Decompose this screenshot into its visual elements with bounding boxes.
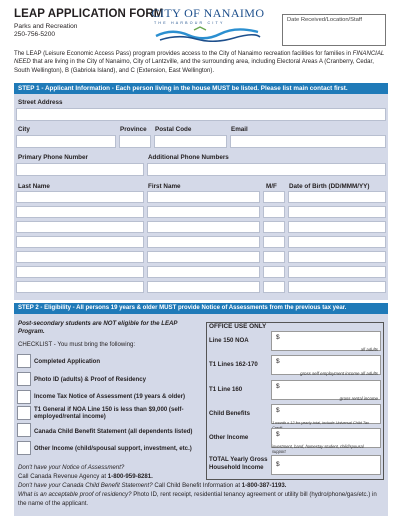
checklist-item: Photo ID (adults) & Proof of Residency bbox=[34, 376, 147, 383]
proof-residency bbox=[18, 491, 386, 508]
dob-header: Date of Birth (DD/MMM/YY) bbox=[289, 183, 370, 190]
table-row[interactable] bbox=[147, 266, 260, 278]
intro-emphasis: FINANCIAL NEED bbox=[14, 51, 385, 66]
table-row[interactable] bbox=[16, 191, 144, 203]
table-row[interactable] bbox=[288, 251, 386, 263]
form-title: LEAP APPLICATION FORM bbox=[14, 8, 164, 20]
table-row[interactable] bbox=[147, 206, 260, 218]
table-row[interactable] bbox=[16, 251, 144, 263]
table-row[interactable] bbox=[147, 191, 260, 203]
office-row-label: Other Income bbox=[209, 434, 249, 441]
province-field[interactable] bbox=[119, 135, 151, 148]
checklist-checkbox[interactable] bbox=[17, 390, 31, 404]
table-row[interactable] bbox=[288, 266, 386, 278]
checklist-item: Canada Child Benefit Statement (all dependents listed) bbox=[34, 428, 193, 435]
office-row-note: investment, band, homestay student, child/spousal support bbox=[272, 444, 364, 454]
logo-wave-icon bbox=[154, 26, 262, 42]
office-row-label: Child Benefits bbox=[209, 410, 250, 417]
street-label: Street Address bbox=[18, 99, 63, 106]
table-row[interactable] bbox=[288, 221, 386, 233]
ccb-prefix: Call Child Benefit Information at bbox=[154, 482, 241, 489]
table-row[interactable] bbox=[288, 206, 386, 218]
office-row-note: all adults bbox=[360, 347, 378, 352]
email-field[interactable] bbox=[230, 135, 386, 148]
cra-phone: 1-800-959-8281. bbox=[107, 473, 153, 480]
additional-phone-label: Additional Phone Numbers bbox=[148, 154, 229, 161]
proof-answer: Photo ID, rent receipt, residential tenancy agreement or utility bill (hydro/phone/gas/etc.) in the name of the applicant. bbox=[18, 491, 377, 507]
checklist-title: CHECKLIST - You must bring the following: bbox=[18, 341, 136, 348]
no-notice-question: Don't have your Notice of Assessment? bbox=[18, 464, 125, 471]
department-phone: 250-756-5200 bbox=[14, 31, 56, 38]
table-row[interactable] bbox=[147, 251, 260, 263]
intro-part3: that are living in the City of Nanaimo, City of Lantzville, and the surrounding area, including Electoral Areas A (Cranberry, Cedar, South Wellington), B (Gabriola Island), and C (Extension, East Wellington). bbox=[14, 59, 374, 74]
postal-label: Postal Code bbox=[155, 126, 192, 133]
dollar-sign: $ bbox=[276, 334, 280, 341]
ccb-contact bbox=[18, 482, 286, 489]
intro-part1: The LEAP (Leisure Economic Access Pass) program provides access to the City of Nanaimo recreation facilities for families in bbox=[14, 51, 351, 57]
checklist-checkbox[interactable] bbox=[17, 441, 31, 455]
table-row[interactable] bbox=[288, 236, 386, 248]
dollar-sign: $ bbox=[276, 358, 280, 365]
checklist-checkbox[interactable] bbox=[17, 354, 31, 368]
table-row[interactable] bbox=[147, 221, 260, 233]
cra-prefix: Call Canada Revenue Agency at bbox=[18, 473, 107, 480]
street-address-field[interactable] bbox=[16, 108, 386, 121]
office-row-label: Line 150 NOA bbox=[209, 337, 249, 344]
dollar-sign: $ bbox=[276, 461, 280, 468]
first-name-header: First Name bbox=[148, 183, 181, 190]
dollar-sign: $ bbox=[276, 431, 280, 438]
city-logo bbox=[148, 6, 268, 42]
postal-code-field[interactable] bbox=[154, 135, 227, 148]
city-label: City bbox=[18, 126, 30, 133]
post-secondary-note: Post-secondary students are NOT eligible for the LEAP Program. bbox=[18, 320, 178, 336]
table-row[interactable] bbox=[263, 251, 285, 263]
table-row[interactable] bbox=[263, 221, 285, 233]
office-row-label: T1 Line 160 bbox=[209, 386, 243, 393]
step2-header: STEP 2 - Eligibility - All persons 19 years & older MUST provide Notice of Assessments from the previous tax year. bbox=[14, 303, 388, 314]
t1-line160-field[interactable] bbox=[271, 380, 381, 400]
table-row[interactable] bbox=[16, 281, 144, 293]
table-row[interactable] bbox=[16, 236, 144, 248]
dollar-sign: $ bbox=[276, 407, 280, 414]
office-row-note: gross rental income bbox=[339, 396, 378, 401]
table-row[interactable] bbox=[263, 191, 285, 203]
office-row-note: gross self employment income all adults bbox=[300, 371, 378, 376]
line150-field[interactable] bbox=[271, 331, 381, 351]
mf-header: M/F bbox=[266, 183, 277, 190]
logo-subtext: THE HARBOUR CITY bbox=[154, 21, 225, 25]
office-row-label: T1 Lines 162-170 bbox=[209, 361, 258, 368]
table-row[interactable] bbox=[288, 191, 386, 203]
t1-lines-field[interactable] bbox=[271, 355, 381, 375]
checklist-item: T1 General if NOA Line 150 is less than $9,000 (self-employed/rental income) bbox=[34, 406, 184, 421]
checklist-item: Completed Application bbox=[34, 358, 101, 365]
checklist-checkbox[interactable] bbox=[17, 406, 31, 420]
date-received-label: Date Received/Location/Staff bbox=[287, 17, 362, 23]
city-field[interactable] bbox=[16, 135, 116, 148]
office-row-note: 1 month x 12 for yearly total, include Universal Child Tax bbox=[272, 420, 369, 425]
primary-phone-field[interactable] bbox=[16, 163, 144, 176]
table-row[interactable] bbox=[16, 221, 144, 233]
step1-header: STEP 1 - Applicant Information - Each person living in the house MUST be listed. Please list main contact first. bbox=[14, 83, 388, 94]
date-received-box[interactable] bbox=[282, 14, 386, 46]
no-ccb-question: Don't have your Canada Child Benefit Statement? bbox=[18, 482, 153, 489]
table-row[interactable] bbox=[16, 206, 144, 218]
table-row[interactable] bbox=[147, 236, 260, 248]
province-label: Province bbox=[120, 126, 147, 133]
table-row[interactable] bbox=[263, 206, 285, 218]
office-use-title: OFFICE USE ONLY bbox=[209, 323, 267, 330]
child-benefits-field[interactable] bbox=[271, 404, 381, 424]
dollar-sign: $ bbox=[276, 383, 280, 390]
table-row[interactable] bbox=[263, 281, 285, 293]
table-row[interactable] bbox=[263, 266, 285, 278]
additional-phone-field[interactable] bbox=[147, 163, 386, 176]
ccb-phone: 1-800-387-1193. bbox=[241, 482, 287, 489]
checklist-item: Income Tax Notice of Assessment (19 years & older) bbox=[34, 393, 186, 400]
checklist-checkbox[interactable] bbox=[17, 423, 31, 437]
table-row[interactable] bbox=[16, 266, 144, 278]
total-income-field[interactable] bbox=[271, 455, 381, 475]
checklist-checkbox[interactable] bbox=[17, 372, 31, 386]
email-label: Email bbox=[231, 126, 248, 133]
office-row-label: TOTAL Yearly Gross Household Income bbox=[209, 456, 268, 471]
proof-question: What is an acceptable proof of residency? bbox=[18, 491, 132, 498]
logo-text: CITY OF NANAIMO bbox=[151, 6, 265, 20]
table-row[interactable] bbox=[288, 281, 386, 293]
table-row[interactable] bbox=[147, 281, 260, 293]
table-row[interactable] bbox=[263, 236, 285, 248]
primary-phone-label: Primary Phone Number bbox=[18, 154, 88, 161]
department-name: Parks and Recreation bbox=[14, 23, 78, 30]
last-name-header: Last Name bbox=[18, 183, 50, 190]
intro-paragraph bbox=[14, 50, 388, 75]
other-income-field[interactable] bbox=[271, 428, 381, 454]
household-members-table bbox=[16, 191, 386, 297]
checklist-item: Other Income (child/spousal support, investment, etc.) bbox=[34, 445, 192, 452]
cra-contact bbox=[18, 473, 153, 480]
